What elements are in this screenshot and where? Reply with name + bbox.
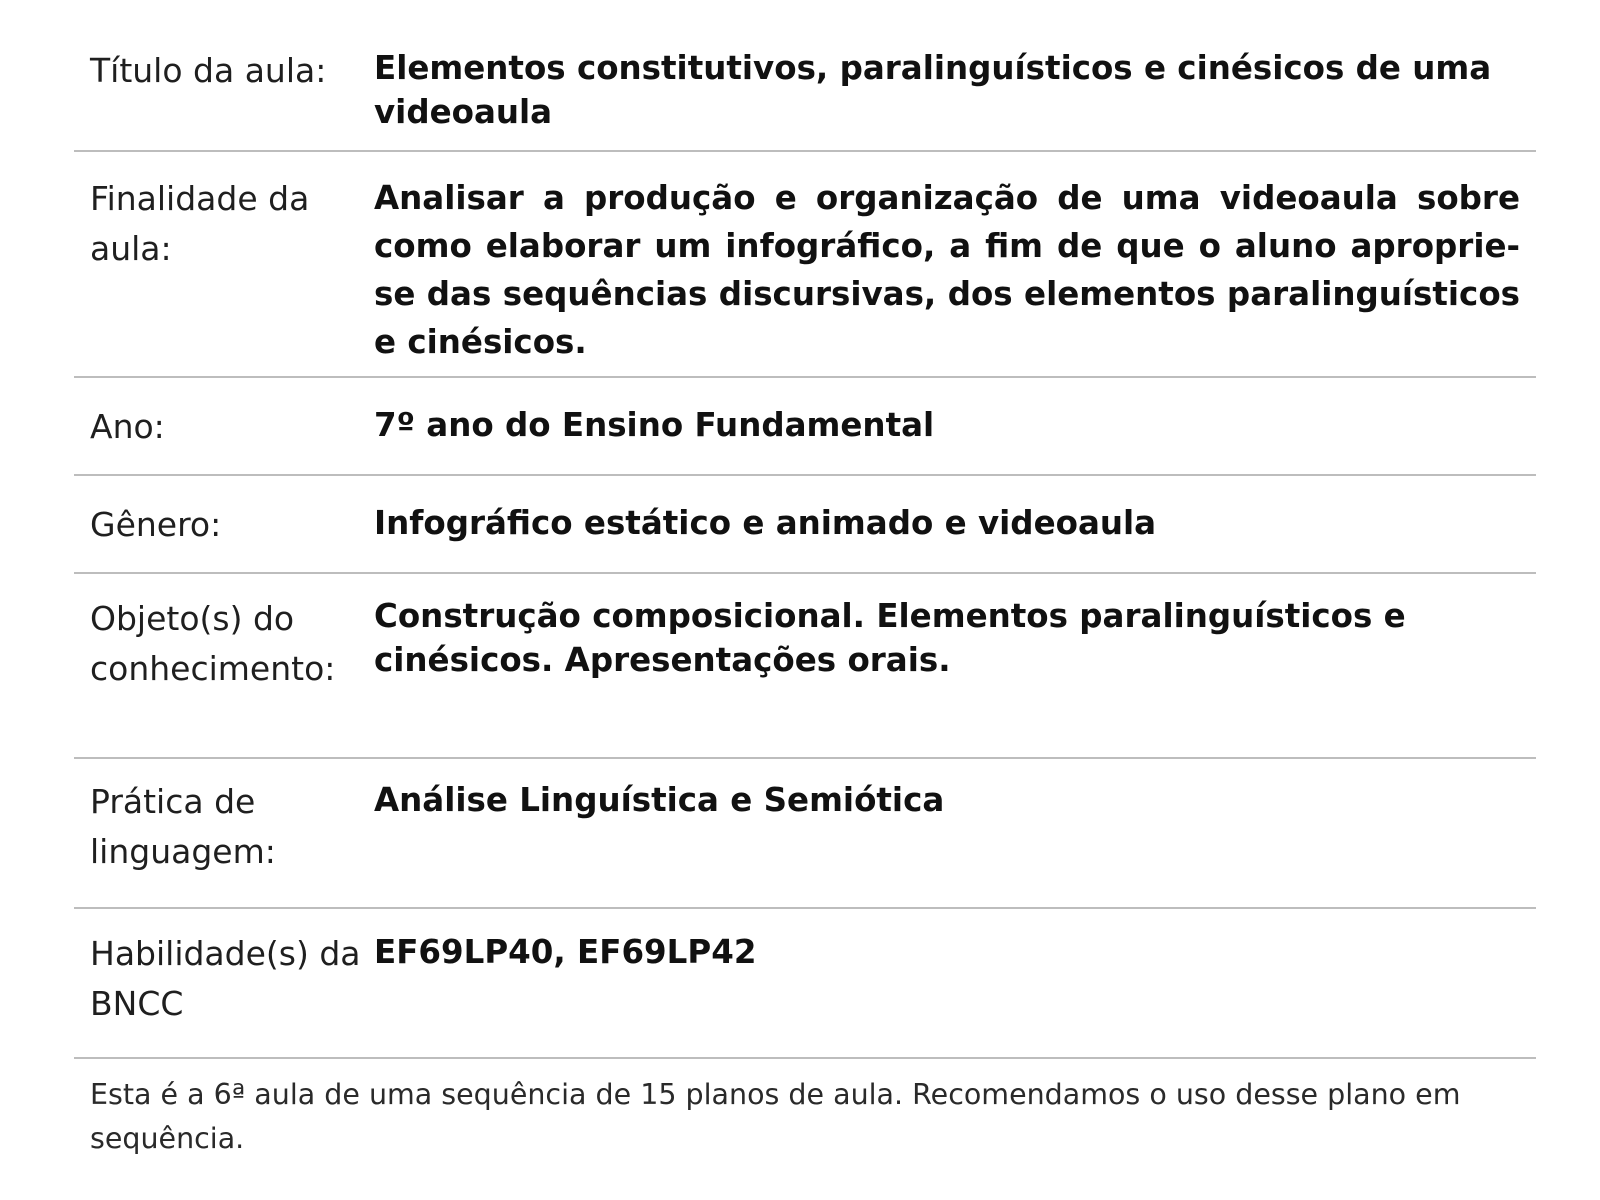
plan-row-titulo (74, 28, 1536, 152)
row-value: Análise Linguística e Semiótica (374, 781, 945, 819)
plan-row-pratica (74, 759, 1536, 909)
row-label: Ano: (90, 407, 165, 446)
plan-row-ano (74, 378, 1536, 476)
row-label: Gênero: (90, 505, 222, 544)
row-label: Finalidade da aula: (90, 179, 310, 268)
row-value: Construção composicional. Elementos paralinguísticos e cinésicos. Apresentações orais. (374, 597, 1406, 679)
lesson-plan-table (74, 28, 1536, 1161)
row-value: EF69LP40, EF69LP42 (374, 933, 757, 971)
row-label: Objeto(s) do conhecimento: (90, 599, 336, 688)
plan-row-genero (74, 476, 1536, 574)
row-value: Infográfico estático e animado e videoaula (374, 504, 1157, 542)
row-label: Habilidade(s) da BNCC (90, 934, 361, 1023)
plan-row-objetos (74, 574, 1536, 759)
plan-row-finalidade (74, 152, 1536, 378)
plan-row-habilidades (74, 909, 1536, 1059)
row-value: Analisar a produção e organização de uma videoaula sobre como elaborar um infográfico, a fim de que o aluno aproprie-se das sequências discursivas, dos elementos paralinguísticos e cinésicos. (374, 179, 1520, 361)
sequence-note: Esta é a 6ª aula de uma sequência de 15 planos de aula. Recomendamos o uso desse plano em sequência. (90, 1078, 1461, 1155)
row-value: Elementos constitutivos, paralinguísticos e cinésicos de uma videoaula (374, 49, 1492, 131)
row-value: 7º ano do Ensino Fundamental (374, 406, 935, 444)
row-label: Prática de linguagem: (90, 782, 276, 871)
row-label: Título da aula: (90, 51, 327, 90)
